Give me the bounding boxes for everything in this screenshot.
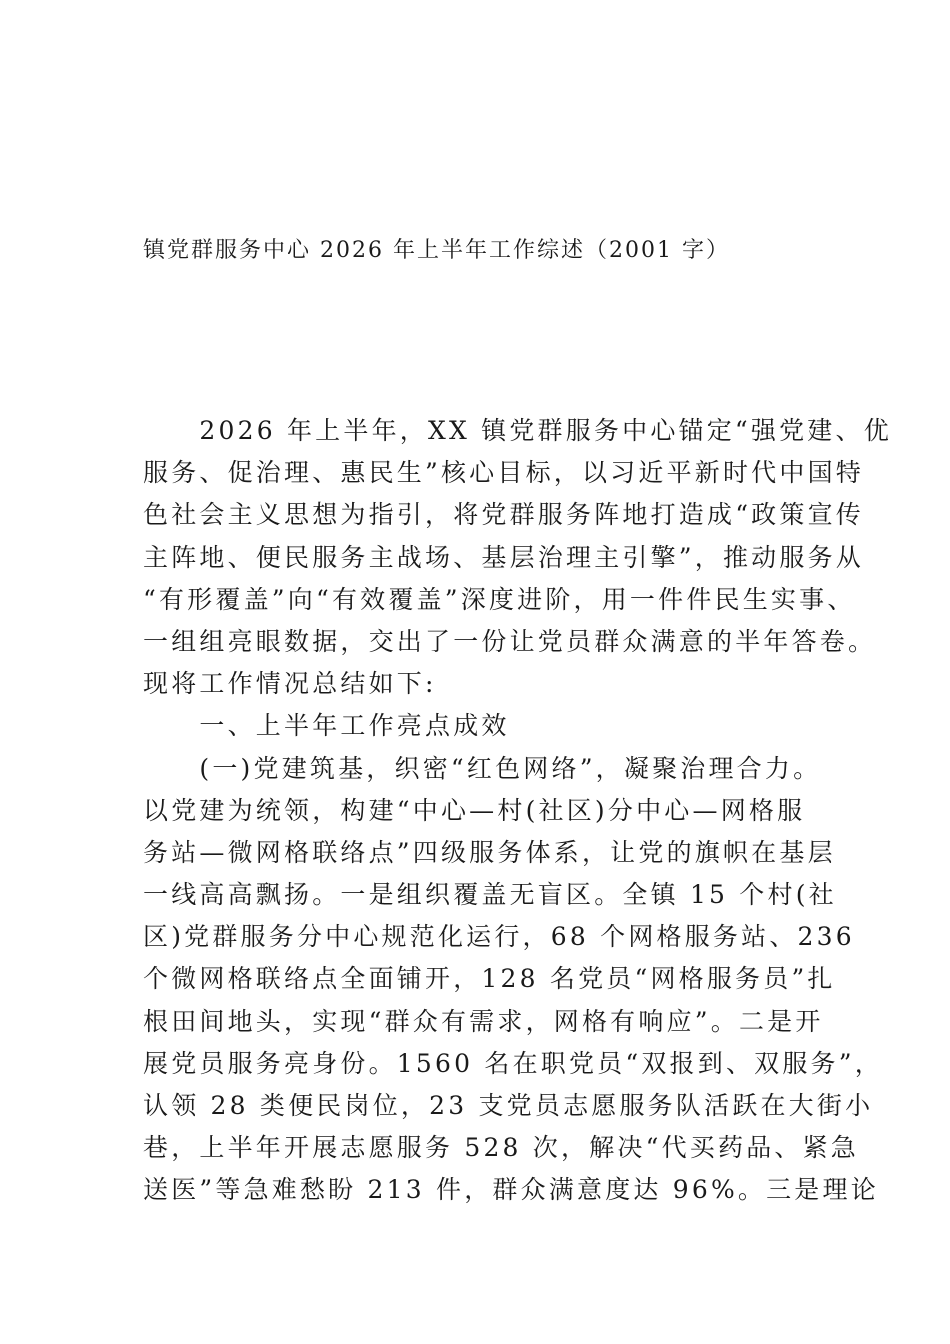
section-heading: 一、上半年工作亮点成效	[143, 711, 510, 741]
paragraph-line: 认领 28 类便民岗位，23 支党员志愿服务队活跃在大街小	[143, 1091, 874, 1120]
paragraph-line: 务站—微网格联络点”四级服务体系，让党的旗帜在基层	[143, 837, 836, 867]
paragraph-line: 区)党群服务分中心规范化运行，68 个网格服务站、236	[143, 922, 855, 952]
subsection-heading-line: (一)党建筑基，织密“红色网络”，凝聚治理合力。	[143, 753, 822, 783]
document-title: 镇党群服务中心 2026 年上半年工作综述（2001 字）	[143, 238, 730, 263]
paragraph-line: 个微网格联络点全面铺开，128 名党员“网格服务员”扎	[143, 964, 836, 994]
paragraph-line: 巷，上半年开展志愿服务 528 次，解决“代买药品、紧急	[143, 1133, 859, 1163]
paragraph-line: 一线高高飘扬。一是组织覆盖无盲区。全镇 15 个村(社	[143, 880, 837, 910]
paragraph-line: 展党员服务亮身份。1560 名在职党员“双报到、双服务”，	[143, 1048, 883, 1078]
paragraph-line: 主阵地、便民服务主战场、基层治理主引擎”，推动服务从	[143, 542, 864, 572]
paragraph-line: 现将工作情况总结如下:	[143, 669, 437, 699]
paragraph-line: 根田间地头，实现“群众有需求，网格有响应”。二是开	[143, 1006, 824, 1036]
paragraph-line: 色社会主义思想为指引，将党群服务阵地打造成“政策宣传	[143, 500, 864, 530]
paragraph-line: 2026 年上半年，XX 镇党群服务中心锚定“强党建、优	[143, 416, 892, 445]
paragraph-line: 以党建为统领，构建“中心—村(社区)分中心—网格服	[143, 795, 806, 825]
paragraph-line: 送医”等急难愁盼 213 件，群众满意度达 96%。三是理论	[143, 1175, 879, 1205]
paragraph-line: “有形覆盖”向“有效覆盖”深度进阶，用一件件民生实事、	[143, 584, 856, 614]
document-body	[143, 410, 892, 1212]
paragraph-line: 一组组亮眼数据，交出了一份让党员群众满意的半年答卷。	[143, 626, 877, 656]
paragraph-line: 服务、促治理、惠民生”核心目标，以习近平新时代中国特	[143, 458, 864, 488]
